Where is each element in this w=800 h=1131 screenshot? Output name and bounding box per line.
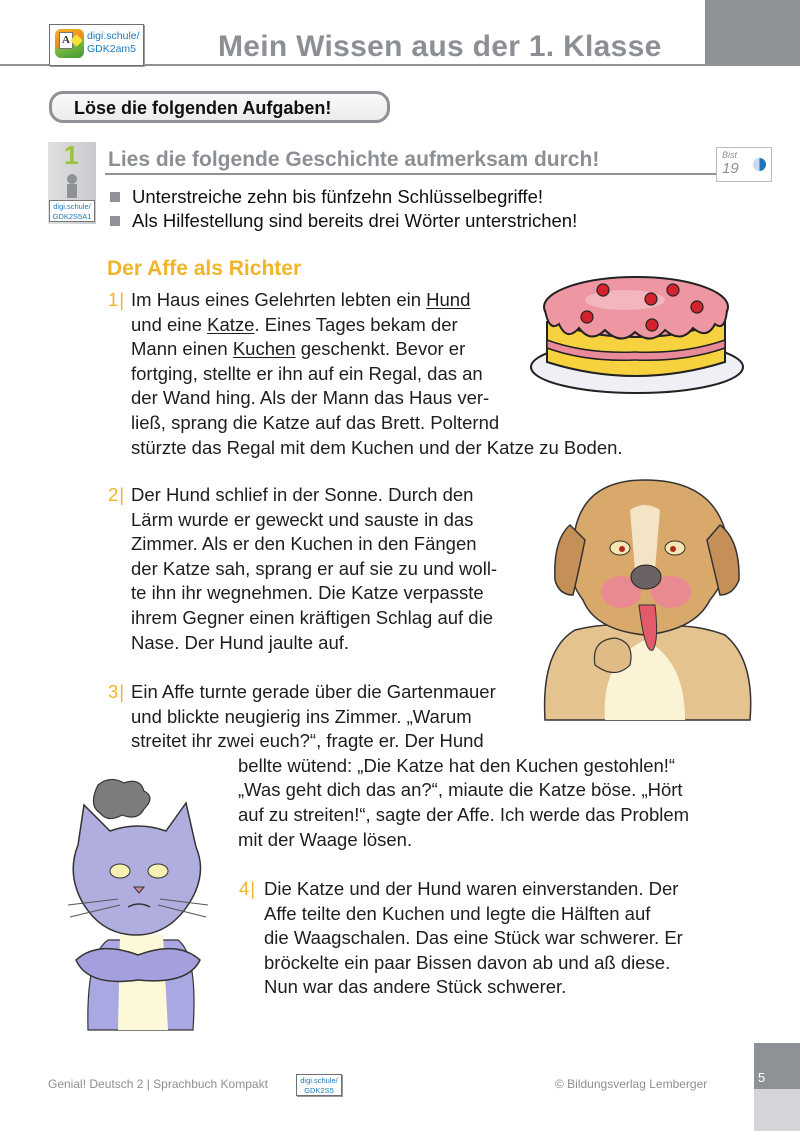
text-line: ließ, sprang die Katze auf das Brett. Polternd: [131, 411, 500, 433]
cat-illustration: [48, 775, 228, 1035]
digi-schule-link-badge[interactable]: [49, 24, 144, 66]
text-line: Die Katze und der Hund waren einverstanden. Der: [264, 878, 679, 899]
text-line: bröckelte ein paar Bissen davon ab und aß diese.: [264, 951, 671, 973]
exercise-number: 1: [64, 140, 79, 170]
text-line: die Waagschalen. Das eine Stück war schwerer. Er: [264, 927, 683, 949]
text-line: „Was geht dich das an?“, miaute die Katze böse. „Hört: [238, 779, 683, 801]
bist-number: 19: [722, 160, 739, 177]
paragraph-number: 4|: [239, 878, 256, 899]
text-line: und blickte neugierig ins Zimmer. „Warum: [131, 705, 472, 727]
exercise-code-line1: digi.schule/: [53, 202, 91, 211]
cake-illustration: [525, 262, 745, 397]
bullet-square-icon: [110, 216, 120, 226]
footer-code-line2: GDK2S5: [304, 1085, 334, 1095]
exercise-code-line2: GDK2S5A1: [52, 211, 92, 221]
story-paragraph-4: [239, 877, 683, 1000]
page-title: Mein Wissen aus der 1. Klasse: [218, 30, 662, 63]
footer-copyright: © Bildungsverlag Lemberger: [555, 1077, 708, 1091]
bist-label: Bist: [722, 150, 738, 160]
text-line: Im Haus eines Gelehrten lebten ein Hund: [131, 289, 471, 310]
text-line: Zimmer. Als er den Kuchen in den Fängen: [131, 533, 477, 555]
text-line: streitet ihr zwei euch?“, fragte er. Der Hund: [131, 730, 484, 752]
text-line: auf zu streiten!“, sagte der Affe. Ich werde das Problem: [238, 803, 690, 825]
text-line: te ihn ihr wegnehmen. Die Katze verpasste: [131, 582, 484, 604]
paragraph-number: 1|: [108, 289, 125, 310]
info-dot-icon: [67, 174, 77, 184]
instruction-item: [110, 185, 577, 209]
info-bar-icon: [67, 184, 77, 198]
text-line: der Wand hing. Als der Mann das Haus ver-: [131, 387, 490, 409]
story-paragraph-2: [108, 483, 498, 655]
instruction-text: Unterstreiche zehn bis fünfzehn Schlüsselbegriffe!: [132, 186, 544, 207]
text-line: Ein Affe turnte gerade über die Gartenmauer: [131, 681, 496, 702]
exercise-rule: [105, 173, 718, 175]
footer-code-line1: digi.schule/: [300, 1076, 338, 1085]
story-title: Der Affe als Richter: [107, 257, 302, 280]
text-line: Der Hund schlief in der Sonne. Durch den: [131, 484, 474, 505]
digi-badge-line1: digi.schule/: [87, 30, 140, 42]
app-icon: [55, 29, 84, 58]
footer-book-title: Genial! Deutsch 2 | Sprachbuch Kompakt: [48, 1077, 268, 1091]
footer-digi-code[interactable]: [296, 1074, 342, 1096]
digi-badge-line2: GDK2am5: [87, 43, 137, 55]
page-number: 5: [758, 1070, 766, 1085]
instruction-item: [110, 209, 577, 233]
text-line: Nun war das andere Stück schwerer.: [264, 976, 567, 998]
exercise-digi-code[interactable]: [49, 200, 95, 222]
text-line: der Katze sah, sprang er auf sie zu und woll-: [131, 557, 498, 579]
letter-card-icon: A: [59, 32, 73, 49]
exercise-heading: Lies die folgende Geschichte aufmerksam durch!: [108, 148, 600, 171]
corner-tab: [705, 0, 800, 66]
text-line: Lärm wurde er geweckt und sauste in das: [131, 508, 474, 530]
text-line: Nase. Der Hund jaulte auf.: [131, 631, 350, 653]
bist-badge: [716, 147, 772, 182]
underlined-word: Kuchen: [232, 338, 296, 360]
underlined-word: Hund: [426, 289, 471, 310]
text-line: bellte wütend: „Die Katze hat den Kuchen gestohlen!“: [238, 754, 676, 776]
text-line: ihrem Gegner einen kräftigen Schlag auf die: [131, 606, 493, 628]
page-number-tab: [754, 1043, 800, 1089]
dog-illustration: [535, 470, 757, 725]
underlined-word: Katze: [207, 313, 255, 335]
task-instruction-label: Löse die folgenden Aufgaben!: [74, 98, 332, 118]
page-tab-lower: [754, 1089, 800, 1131]
text-line: und eine Katze. Eines Tages bekam der: [131, 313, 458, 335]
text-line: stürzte das Regal mit dem Kuchen und der Katze zu Boden.: [131, 436, 623, 458]
paragraph-number: 2|: [108, 484, 125, 505]
instruction-list: [110, 185, 577, 233]
text-line: Mann einen Kuchen geschenkt. Bevor er: [131, 338, 466, 360]
instruction-text: Als Hilfestellung sind bereits drei Wörter unterstrichen!: [132, 210, 578, 231]
text-line: Affe teilte den Kuchen und legte die Hälften auf: [264, 902, 651, 924]
task-instruction-pill: [49, 91, 390, 123]
text-line: fortging, stellte er ihn auf ein Regal, das an: [131, 362, 483, 384]
half-circle-icon: [753, 158, 766, 171]
text-line: mit der Waage lösen.: [238, 828, 413, 850]
paragraph-number: 3|: [108, 681, 125, 702]
bullet-square-icon: [110, 192, 120, 202]
